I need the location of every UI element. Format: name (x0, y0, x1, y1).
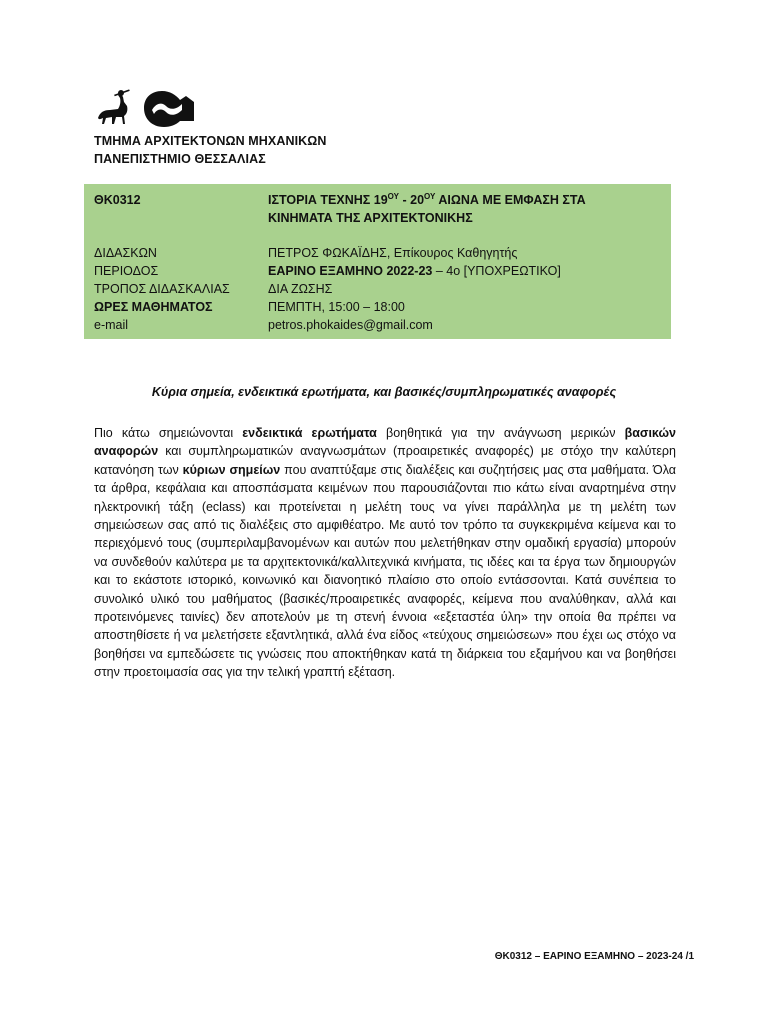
email-label: e-mail (94, 318, 129, 332)
instructor-value: ΠΕΤΡΟΣ ΦΩΚΑΪΔΗΣ, Επίκουρος Καθηγητής (268, 246, 518, 260)
bold-phrase: ενδεικτικά ερωτήματα (242, 426, 377, 440)
page-footer: ΘΚ0312 – ΕΑΡΙΝΟ ΕΞΑΜΗΝΟ – 2023-24 /1 (494, 951, 694, 962)
department-heading (94, 132, 327, 168)
university-name: ΠΑΝΕΠΙΣΤΗΜΙΟ ΘΕΣΣΑΛΙΑΣ (94, 152, 266, 166)
section-heading: Κύρια σημεία, ενδεικτικά ερωτήματα, και βασικές/συμπληρωματικές αναφορές (151, 385, 617, 399)
department-name: ΤΜΗΜΑ ΑΡΧΙΤΕΚΤΟΝΩΝ ΜΗΧΑΝΙΚΩΝ (94, 134, 327, 148)
teaching-mode-value: ΔΙΑ ΖΩΣΗΣ (268, 282, 333, 296)
teaching-mode-label: ΤΡΟΠΟΣ ΔΙΔΑΣΚΑΛΙΑΣ (94, 282, 230, 296)
period-value: ΕΑΡΙΝΟ ΕΞΑΜΗΝΟ 2022-23 – 4ο [ΥΠΟΧΡΕΩΤΙΚΟ] (268, 264, 561, 278)
class-hours-value: ΠΕΜΠΤΗ, 15:00 – 18:00 (268, 300, 405, 314)
course-code: ΘΚ0312 (94, 193, 141, 207)
body-paragraph: Πιο κάτω σημειώνονται ενδεικτικά ερωτήματα βοηθητικά για την ανάγνωση μερικών βασικών αναφορών και συμπληρωματικών αναγνωσμάτων (προαιρετικές αναφορές) με στόχο την καλύτερη κατανόηση των κύριων σημείων που αναπτύξαμε στις διαλέξεις και συζητήσεις μας στα μαθήματα. Όλα τα άρθρα, κεφάλαια και αποσπάσματα κειμένων που παρουσιάζονται πιο κάτω είναι αναρτημένα στην ηλεκτρονική τάξη (eclass) και προτείνεται η μελέτη τους να γίνει παράλληλα με τη μελέτη των σημειώσεων σας από τις διαλέξεις στο αμφιθέατρο. Με αυτό τον τρόπο τα συγκεκριμένα κείμενα και το περιεχόμενό τους (συμπεριλαμβανομένων και αυτών που μελετήθηκαν στην ομαδική εργασία) μπορούν να συνδεθούν καλύτερα με τα αρχιτεκτονικά/καλλιτεχνικά κινήματα, τις ιδέες και τα έργα των δημιουργών και το εκάστοτε ιστορικό, κοινωνικό και διανοητικό πλαίσιο στο οποίο εντάσσονται. Κατά συνέπεια το συνολικό υλικό του μαθήματος (βασικές/προαιρετικές αναφορές, κείμενα που αναλύθηκαν, αλλά και προτεινόμενες ταινίες) δεν αποτελούν με τη στενή έννοια «εξεταστέα ύλη» την οποία θα πρέπει να αποστηθίσετε ή να μελετήσετε εξαντλητικά, αλλά ένα είδος «τεύχους σημειώσεων» που έχει ως στόχο να βοηθήσει να εμπεδώσετε τις γνώσεις που αποκτήθηκαν κατά τη διάρκεια του εξαμήνου και να βοηθήσει στην προετοιμασία σας για την τελική γραπτή εξέταση. (94, 426, 677, 680)
instructor-label: ΔΙΔΑΣΚΩΝ (94, 246, 157, 260)
period-label: ΠΕΡΙΟΔΟΣ (94, 264, 159, 278)
centaur-logo-icon (94, 88, 198, 128)
email-value: petros.phokaides@gmail.com (268, 318, 433, 332)
course-title: ΙΣΤΟΡΙΑ ΤΕΧΝΗΣ $19^{O\Upsilon} - 20^{O\Upsilon}$ ΑΙΩΝΑ ΜΕ ΕΜΦΑΣΗ ΣΤΑ ΚΙΝΗΜΑΤΑ ΤΗΣ ΑΡΧΙΤΕΚΤΟΝΙΚΗΣ (268, 192, 586, 225)
class-hours-label: ΩΡΕΣ ΜΑΘΗΜΑΤΟΣ (94, 300, 213, 314)
course-info-box (84, 184, 671, 339)
bold-phrase: κύριων σημείων (182, 462, 281, 477)
bold-phrase: βασικών αναφορών (94, 426, 676, 459)
